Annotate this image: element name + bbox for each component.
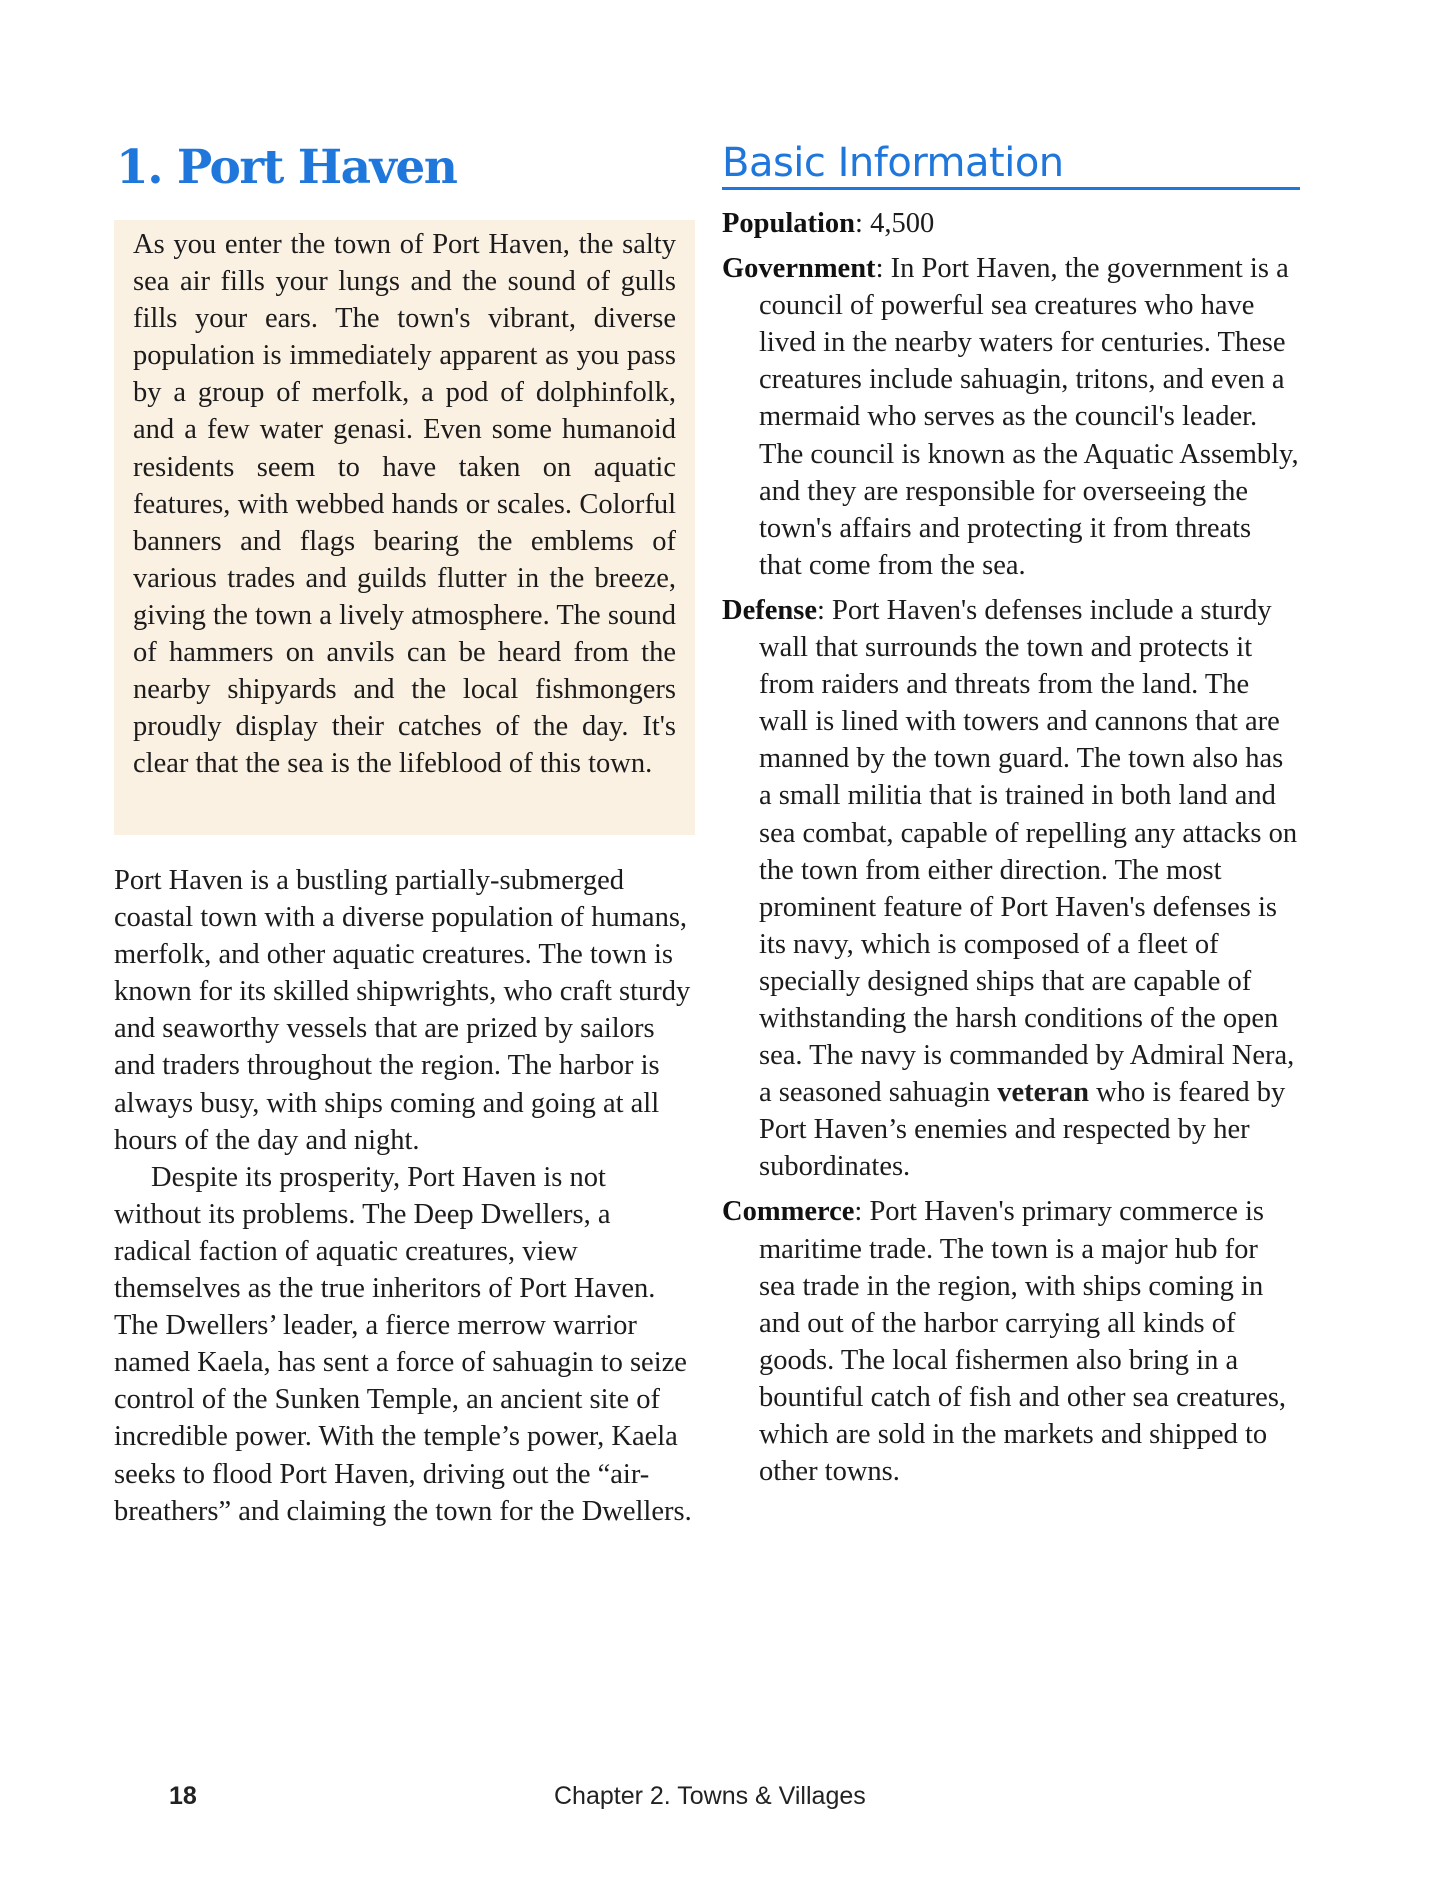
info-item-government (722, 250, 1300, 584)
info-value: 4,500 (870, 208, 935, 239)
info-value: In Port Haven, the government is a council of powerful sea creatures who have lived in the nearby waters for centuries. These creatures include sahuagin, tritons, and even a mermaid who serves as the council's leader. The council is known as the Aquatic Assembly, and they are responsible for overseeing the town's affairs and protecting it from threats that come from the sea. (759, 253, 1299, 581)
read-aloud-box (114, 220, 695, 835)
section-heading: Basic Information (722, 140, 1064, 186)
body-paragraph: Despite its prosperity, Port Haven is not without its problems. The Deep Dwellers, a radical faction of aquatic creatures, view themselves as the true inheritors of Port Haven. The Dwellers’ leader, a fierce merrow warrior named Kaela, has sent a force of sahuagin to seize control of the Sunken Temple, an ancient site of incredible power. With the temple’s power, Kaela seeks to flood Port Haven, driving out the “air-breathers” and claiming the town for the Dwellers. (114, 1161, 692, 1527)
info-separator: : (854, 1196, 870, 1228)
page-number: 18 (169, 1782, 197, 1810)
info-separator: : (875, 253, 891, 285)
heading-rule-divider (722, 187, 1300, 190)
info-term: Population (722, 208, 856, 239)
basic-info-list (722, 205, 1300, 1498)
info-separator: : (816, 594, 833, 626)
info-item-commerce (722, 1193, 1300, 1490)
info-value-continued: who is feared by Port Haven’s enemies and respected by her subordinates. (759, 1077, 1286, 1183)
info-term: Government (722, 253, 876, 285)
info-value: Port Haven's defenses include a sturdy wall that surrounds the town and protects it from raiders and threats from the land. The wall is lined with towers and cannons that are manned by the town guard. The town also has a small militia that is trained in both land and sea combat, capable of repelling any attacks on the town from either direction. The most prominent feature of Port Haven's defenses is its navy, which is composed of a fleet of specially designed ships that are capable of withstanding the harsh conditions of the open sea. The navy is commanded by Admiral Nera, a seasoned sahuagin (759, 594, 1298, 1109)
info-item-defense (722, 592, 1300, 1186)
info-separator: : (855, 208, 871, 239)
read-aloud-text: As you enter the town of Port Haven, the salty sea air fills your lungs and the sound of gulls fills your ears. The town's vibrant, diverse population is immediately apparent as you pass by a group of merfolk, a pod of dolphinfolk, and a few water genasi. Even some humanoid residents seem to have taken on aquatic features, with webbed hands or scales. Colorful banners and flags bearing the emblems of various trades and guilds flutter in the breeze, giving the town a lively atmosphere. The sound of hammers on anvils can be heard from the nearby shipyards and the local fishmongers proudly display their catches of the day. It's clear that the sea is the lifeblood of this town. (133, 229, 676, 780)
main-body (114, 862, 694, 1530)
info-item-population (722, 205, 1300, 242)
chapter-title: Chapter 2. Towns & Villages (554, 1782, 866, 1810)
info-term: Commerce (722, 1196, 855, 1228)
page-title: 1. Port Haven (116, 140, 457, 195)
body-paragraph: Port Haven is a bustling partially-submerged coastal town with a diverse population of humans, merfolk, and other aquatic creatures. The town is known for its skilled shipwrights, who craft sturdy and seaworthy vessels that are prized by sailors and traders throughout the region. The harbor is always busy, with ships coming and going at all hours of the day and night. (114, 865, 691, 1156)
info-value: Port Haven's primary commerce is maritime trade. The town is a major hub for sea trade in the region, with ships coming in and out of the harbor carrying all kinds of goods. The local fishermen also bring in a bountiful catch of fish and other sea creatures, which are sold in the markets and shipped to other towns. (759, 1196, 1287, 1488)
info-term: Defense (722, 594, 817, 626)
creature-reference: veteran (997, 1077, 1090, 1109)
